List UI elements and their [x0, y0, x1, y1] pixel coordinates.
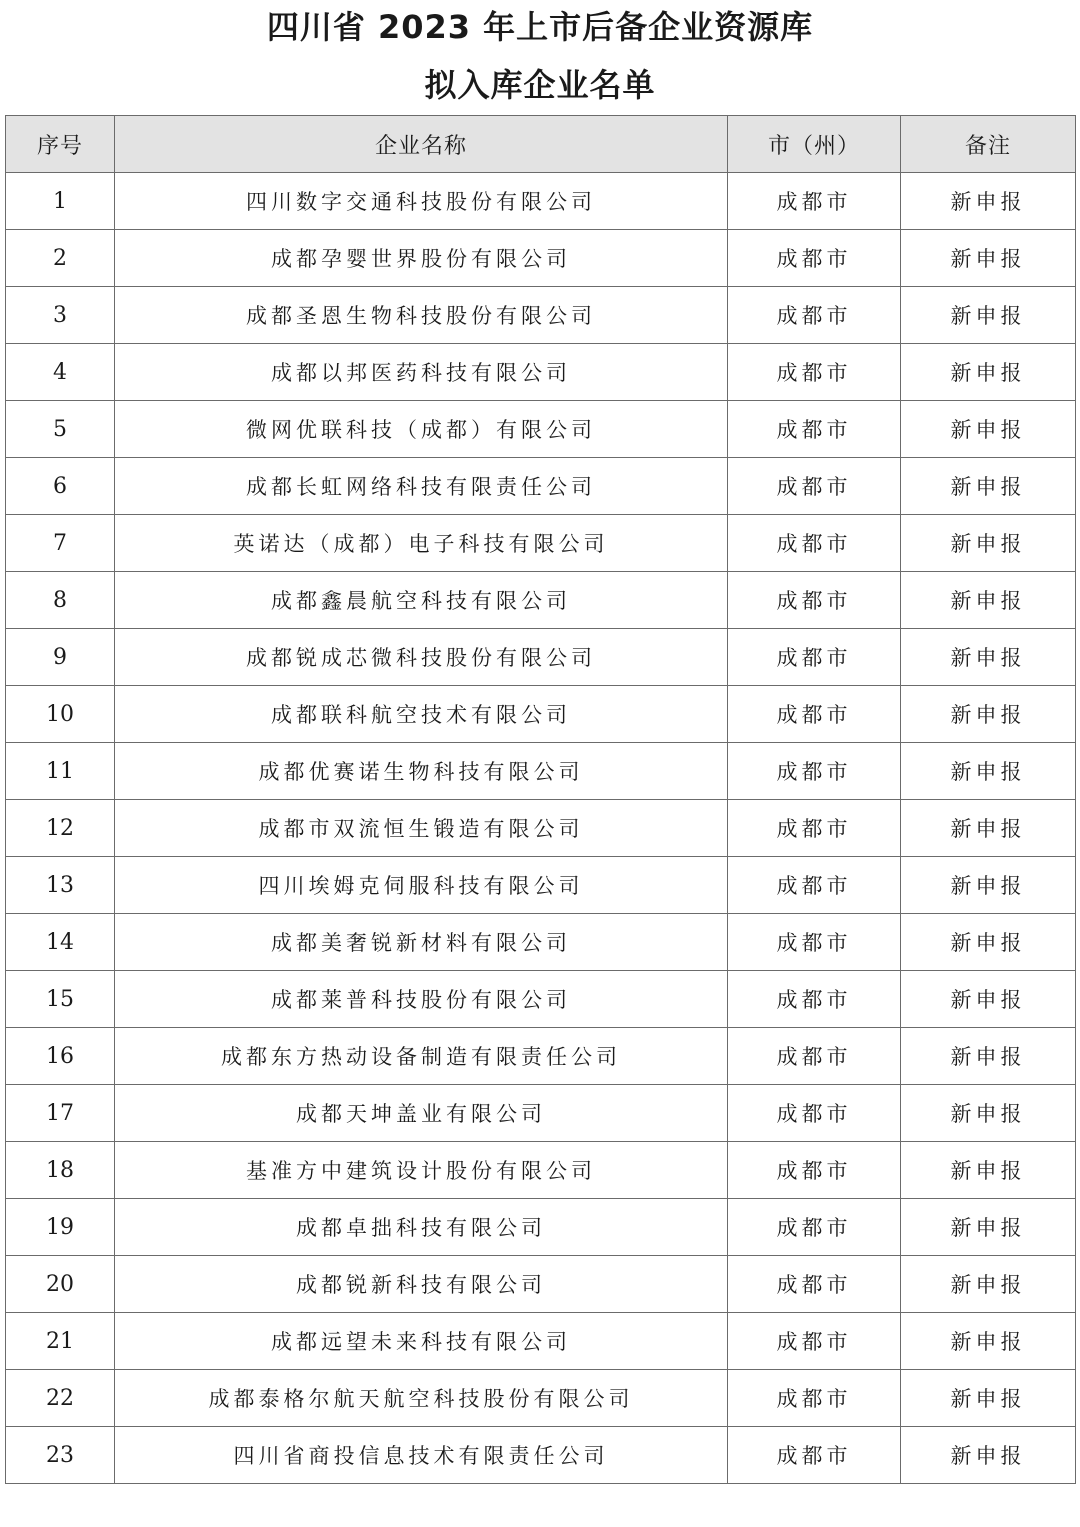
table-body	[6, 173, 1076, 1484]
cell-note: 新申报	[901, 458, 1076, 515]
cell-note: 新申报	[901, 1085, 1076, 1142]
cell-company-name: 成都卓拙科技有限公司	[115, 1199, 728, 1256]
cell-company-name: 成都鑫晨航空科技有限公司	[115, 572, 728, 629]
table-row	[6, 401, 1076, 458]
cell-company-name: 英诺达（成都）电子科技有限公司	[115, 515, 728, 572]
cell-note: 新申报	[901, 629, 1076, 686]
header-note: 备注	[901, 116, 1076, 173]
cell-company-name: 基准方中建筑设计股份有限公司	[115, 1142, 728, 1199]
table-row	[6, 572, 1076, 629]
cell-company-name: 成都美奢锐新材料有限公司	[115, 914, 728, 971]
cell-index: 3	[6, 287, 115, 344]
cell-company-name: 成都圣恩生物科技股份有限公司	[115, 287, 728, 344]
cell-city: 成都市	[728, 971, 901, 1028]
cell-city: 成都市	[728, 1427, 901, 1484]
table-row	[6, 1142, 1076, 1199]
table-row	[6, 287, 1076, 344]
table-row	[6, 1370, 1076, 1427]
cell-city: 成都市	[728, 629, 901, 686]
cell-city: 成都市	[728, 458, 901, 515]
cell-note: 新申报	[901, 1427, 1076, 1484]
cell-city: 成都市	[728, 401, 901, 458]
cell-city: 成都市	[728, 173, 901, 230]
cell-note: 新申报	[901, 1028, 1076, 1085]
cell-note: 新申报	[901, 1256, 1076, 1313]
cell-note: 新申报	[901, 971, 1076, 1028]
cell-index: 17	[6, 1085, 115, 1142]
cell-company-name: 成都优赛诺生物科技有限公司	[115, 743, 728, 800]
cell-company-name: 成都莱普科技股份有限公司	[115, 971, 728, 1028]
table-row	[6, 800, 1076, 857]
cell-note: 新申报	[901, 344, 1076, 401]
table-row	[6, 1313, 1076, 1370]
cell-index: 9	[6, 629, 115, 686]
table-row	[6, 914, 1076, 971]
cell-city: 成都市	[728, 1085, 901, 1142]
table-row	[6, 857, 1076, 914]
document-title	[0, 0, 1080, 105]
cell-company-name: 成都市双流恒生锻造有限公司	[115, 800, 728, 857]
cell-city: 成都市	[728, 1028, 901, 1085]
cell-city: 成都市	[728, 230, 901, 287]
cell-company-name: 成都以邦医药科技有限公司	[115, 344, 728, 401]
cell-note: 新申报	[901, 173, 1076, 230]
cell-index: 8	[6, 572, 115, 629]
cell-city: 成都市	[728, 857, 901, 914]
cell-note: 新申报	[901, 230, 1076, 287]
cell-index: 14	[6, 914, 115, 971]
cell-city: 成都市	[728, 1370, 901, 1427]
cell-company-name: 四川省商投信息技术有限责任公司	[115, 1427, 728, 1484]
cell-index: 7	[6, 515, 115, 572]
cell-note: 新申报	[901, 686, 1076, 743]
cell-note: 新申报	[901, 1313, 1076, 1370]
cell-company-name: 成都东方热动设备制造有限责任公司	[115, 1028, 728, 1085]
cell-note: 新申报	[901, 1370, 1076, 1427]
cell-note: 新申报	[901, 572, 1076, 629]
cell-index: 22	[6, 1370, 115, 1427]
cell-company-name: 成都锐新科技有限公司	[115, 1256, 728, 1313]
cell-index: 23	[6, 1427, 115, 1484]
cell-index: 1	[6, 173, 115, 230]
table-row	[6, 686, 1076, 743]
cell-city: 成都市	[728, 1256, 901, 1313]
header-city: 市（州）	[728, 116, 901, 173]
table-header-row	[6, 116, 1076, 173]
cell-city: 成都市	[728, 287, 901, 344]
cell-index: 19	[6, 1199, 115, 1256]
table-row	[6, 515, 1076, 572]
cell-city: 成都市	[728, 800, 901, 857]
table-row	[6, 1256, 1076, 1313]
table-row	[6, 1199, 1076, 1256]
cell-index: 20	[6, 1256, 115, 1313]
cell-company-name: 成都泰格尔航天航空科技股份有限公司	[115, 1370, 728, 1427]
cell-company-name: 微网优联科技（成都）有限公司	[115, 401, 728, 458]
cell-index: 11	[6, 743, 115, 800]
cell-index: 4	[6, 344, 115, 401]
cell-note: 新申报	[901, 287, 1076, 344]
table-row	[6, 1085, 1076, 1142]
cell-note: 新申报	[901, 1142, 1076, 1199]
cell-city: 成都市	[728, 914, 901, 971]
table-row	[6, 1028, 1076, 1085]
table-row	[6, 344, 1076, 401]
cell-index: 21	[6, 1313, 115, 1370]
cell-city: 成都市	[728, 686, 901, 743]
cell-index: 12	[6, 800, 115, 857]
cell-city: 成都市	[728, 743, 901, 800]
title-line-1: 四川省 2023 年上市后备企业资源库	[266, 8, 814, 46]
cell-index: 6	[6, 458, 115, 515]
header-company-name: 企业名称	[115, 116, 728, 173]
cell-index: 13	[6, 857, 115, 914]
cell-index: 10	[6, 686, 115, 743]
cell-city: 成都市	[728, 1142, 901, 1199]
table-row	[6, 1427, 1076, 1484]
cell-note: 新申报	[901, 1199, 1076, 1256]
table-row	[6, 230, 1076, 287]
cell-city: 成都市	[728, 1313, 901, 1370]
table-row	[6, 173, 1076, 230]
cell-city: 成都市	[728, 515, 901, 572]
cell-note: 新申报	[901, 401, 1076, 458]
cell-city: 成都市	[728, 572, 901, 629]
cell-index: 18	[6, 1142, 115, 1199]
cell-company-name: 四川埃姆克伺服科技有限公司	[115, 857, 728, 914]
header-index: 序号	[6, 116, 115, 173]
cell-company-name: 成都天坤盖业有限公司	[115, 1085, 728, 1142]
title-line-2: 拟入库企业名单	[424, 66, 656, 104]
cell-city: 成都市	[728, 344, 901, 401]
cell-company-name: 成都锐成芯微科技股份有限公司	[115, 629, 728, 686]
cell-company-name: 成都联科航空技术有限公司	[115, 686, 728, 743]
cell-index: 5	[6, 401, 115, 458]
company-list-table	[5, 115, 1076, 1484]
cell-company-name: 成都远望未来科技有限公司	[115, 1313, 728, 1370]
table-row	[6, 629, 1076, 686]
cell-index: 15	[6, 971, 115, 1028]
cell-company-name: 成都长虹网络科技有限责任公司	[115, 458, 728, 515]
table-row	[6, 971, 1076, 1028]
cell-company-name: 四川数字交通科技股份有限公司	[115, 173, 728, 230]
cell-note: 新申报	[901, 515, 1076, 572]
cell-company-name: 成都孕婴世界股份有限公司	[115, 230, 728, 287]
cell-note: 新申报	[901, 914, 1076, 971]
cell-note: 新申报	[901, 800, 1076, 857]
table-row	[6, 458, 1076, 515]
cell-note: 新申报	[901, 743, 1076, 800]
cell-note: 新申报	[901, 857, 1076, 914]
cell-index: 16	[6, 1028, 115, 1085]
cell-index: 2	[6, 230, 115, 287]
cell-city: 成都市	[728, 1199, 901, 1256]
table-row	[6, 743, 1076, 800]
